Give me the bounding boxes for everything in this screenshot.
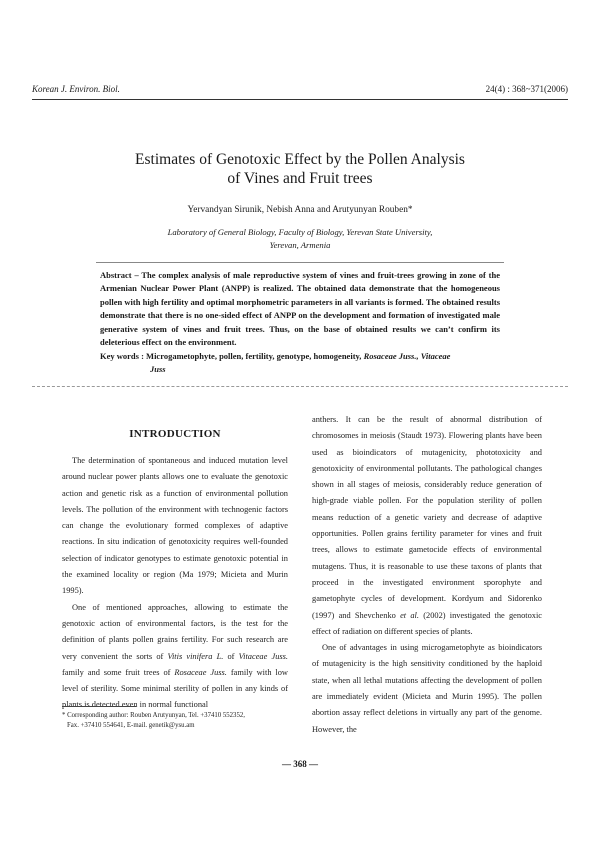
left-paragraph-2: [62, 600, 288, 714]
article-title: [60, 150, 540, 188]
volume-pages: 24(4) : 368~371(2006): [485, 84, 568, 94]
abstract-bottom-rule: [32, 386, 568, 387]
abstract: [100, 269, 500, 349]
journal-name: Korean J. Environ. Biol.: [32, 84, 120, 94]
abstract-text: – The complex analysis of male reproductive system of vines and fruit-trees growing in zone of the Armenian Nuclear Power Plant (ANPP) is realized. The obtained data demonstrate that the homogeneous pollen with high fertility and optimal morphometric parameters in all variants is formed. The obtained results demonstrate that there is no one-sided effect of ANPP on the development and formation of investigated male generative system of vines and fruit trees. Thus, on the base of obtained results we can’t confirm its deleterious effect on the environment.: [100, 270, 500, 348]
right-column: [312, 412, 542, 738]
authors: Yervandyan Sirunik, Nebish Anna and Arutyunyan Rouben*: [187, 205, 413, 215]
abstract-label: Abstract: [100, 270, 132, 280]
section-heading-introduction: INTRODUCTION: [129, 428, 221, 440]
left-p2-text-b: of: [223, 651, 239, 661]
keywords-species-2: Juss: [150, 364, 166, 374]
keywords: [100, 350, 500, 376]
footnote-line-1: * Corresponding author: Rouben Arutyunyan, Tel. +37410 552352,: [62, 712, 245, 719]
left-p2-text-a: One of mentioned approaches, allowing to estimate the genotoxic action of environmental factors, is the test for the definition of plants pollen grains fertility. For such research are very convenient the sorts of: [62, 602, 288, 661]
abstract-top-rule: [96, 262, 504, 263]
title-line-2: of Vines and Fruit trees: [227, 170, 373, 187]
keywords-species-1: Rosaceae Juss., Vitaceae: [363, 351, 451, 361]
title-line-1: Estimates of Genotoxic Effect by the Pollen Analysis: [135, 151, 465, 168]
left-p2-text-c: family and some fruit trees of: [62, 667, 175, 677]
affiliation-line-2: Yerevan, Armenia: [269, 239, 331, 250]
left-p2-text-d: family with low level of sterility. Some minimal sterility of pollen in any kinds of plants is detected even in normal functional: [62, 667, 288, 710]
left-column: [62, 453, 288, 714]
affiliation: [100, 226, 500, 251]
header-rule: [32, 99, 568, 100]
right-paragraph-1: [312, 412, 542, 640]
left-paragraph-1: The determination of spontaneous and induced mutation level around nuclear power plants allows one to evaluate the genotoxic action and genetic risk as a function of environmental pollution levels. The pollution of the environment with technogenic factors can change the evolutionary formed complexes of adaptive reactions. In situ indication of genotoxicity requires well-founded selection of indicator genotypes to estimate genotoxic potential in the examined locality or region (Ma 1979; Micieta and Murin 1995).: [62, 456, 288, 596]
affiliation-line-1: Laboratory of General Biology, Faculty of Biology, Yerevan State University,: [167, 227, 433, 237]
footnote-rule: [62, 706, 136, 707]
right-paragraph-2: One of advantages in using microgametophyte as bioindicators of mutagenicity is the high sensitivity conditioned by the haploid state, when all lethal mutations affecting the development of pollen are immediately evident (Micieta and Murin 1995). The pollen abortion assay reflect deletions in virtually any part of the genome. However, the: [312, 643, 542, 734]
species-vitis: Vitis vinifera L.: [167, 651, 224, 661]
et-al: et al.: [400, 610, 419, 620]
footnote-line-2: Fax. +37410 554641, E-mail. genetik@ysu.am: [67, 721, 195, 729]
right-p1-text-a: anthers. It can be the result of abnormal distribution of chromosomes in meiosis (Staudt 1973). Flowering plants have been used as bioindicators of mutagenicity, phototoxicity and genotoxicity of environmental pollutants. The pathological changes shown in all stages of meiosis, considerably reduce generation of high-grade viable pollen. For the population sterility of pollen means reduction of a genetic variety and decrease of adaptive opportunities. Pollen grains fertility parameter for vines and fruit trees, allows to estimate gametocide effects of environmental mutagens. Thus, it is reasonable to use these taxons of plants that proceed in the investigated environment sporophyte and gametophyte cycles of development. Kordyum and Sidorenko (1997) and Shevchenko: [312, 415, 542, 620]
keywords-label: Key words :: [100, 351, 144, 361]
species-rosaceae: Rosaceae Juss.: [174, 667, 227, 677]
right-p1-text-b: (2002) investigated the genotoxic effect of radiation on different species of plants.: [312, 610, 542, 636]
footnote: [62, 711, 292, 730]
page-number: — 368 —: [282, 759, 318, 769]
keywords-text: Microgametophyte, pollen, fertility, genotype, homogeneity,: [143, 351, 364, 361]
species-vitaceae: Vitaceae Juss.: [238, 651, 288, 661]
